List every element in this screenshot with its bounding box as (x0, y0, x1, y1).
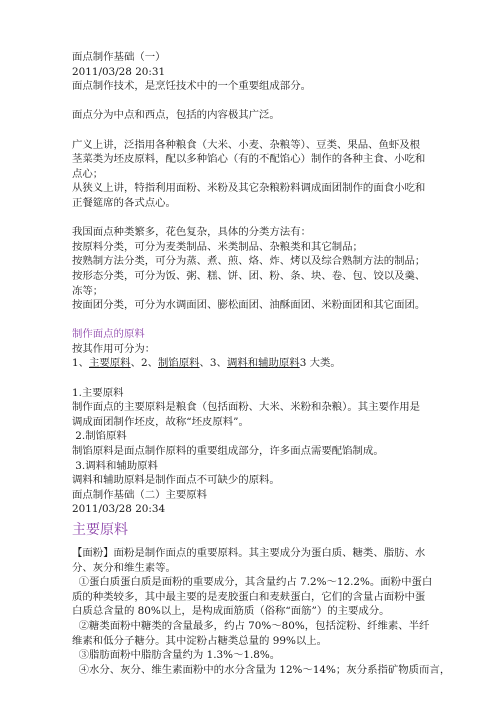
paragraph-categories-line: 按形态分类，可分为饭、粥、糕、饼、团、粉、条、块、卷、包、饺以及羹、 (72, 269, 426, 282)
filling-line: 制馅原料是面点制作原料的重要组成部分，许多面点需要配馅制成。 (72, 445, 384, 458)
flour-line: 【面粉】面粉是制作面点的重要原料。其主要成分为蛋白质、糖类、脂肪、水 (72, 547, 426, 559)
subheading-filling: 2.制馅原料 (72, 430, 127, 443)
category-list (72, 356, 432, 371)
intro-paragraph: 面点制作技术，是烹饪技术中的一个重要组成部分。 (72, 80, 311, 93)
seasoning-line: 调料和辅助原料是制作面点不可缺少的原料。 (72, 474, 280, 487)
flour-protein-line: 白质总含量的 80%以上，是构成面筋质（俗称“面筋”）的主要成分。 (72, 605, 390, 618)
flour-sugar-line: 维素和低分子糖分。其中淀粉占糖类总量的 99%以上。 (72, 634, 327, 647)
main-ingredients-line: 制作面点的主要原料是粮食（包括面粉、大米、米粉和杂粮）。其主要作用是 (72, 401, 421, 414)
paragraph-narrow-line: 从狭义上讲，特指利用面粉、米粉及其它杂粮粉料调成面团制作的面食小吃和 (72, 182, 426, 195)
paragraph-broad-line: 广义上讲，泛指用各种粮食（大米、小麦、杂粮等）、豆类、果品、鱼虾及根 (72, 138, 421, 151)
category-count: 3 大类。 (299, 357, 341, 370)
flour-sugar-line: ②糖类面粉中糖类的含量最多，约占 70%～80%，包括淀粉、纤维素、半纤 (72, 619, 430, 632)
main-ingredients-line: 调成面团制作坯皮，故称“坯皮原料”。 (72, 415, 249, 428)
article-title-2: 面点制作基础（二）主要原料 (72, 488, 208, 501)
subheading-seasoning: 3.调料和辅助原料 (72, 459, 158, 472)
link-filling-ingredients[interactable]: 制馅原料 (157, 357, 200, 370)
flour-protein-line: 质的种类较多，其中最主要的是麦胶蛋白和麦麸蛋白，它们的含量占面粉中蛋 (72, 590, 426, 603)
flour-water-line: ④水分、灰分、维生素面粉中的水分含量为 12%～14%；灰分系指矿物质而言， (72, 663, 451, 676)
main-ingredients-heading: 主要原料 (72, 522, 128, 538)
subheading-main-ingredients: 1.主要原料 (72, 386, 124, 399)
section-link-ingredients[interactable]: 制作面点的原料 (72, 328, 145, 341)
flour-fat-line: ③脂肪面粉中脂肪含量约为 1.3%～1.8%。 (72, 649, 281, 662)
paragraph-broad-line: 点心； (72, 167, 104, 180)
flour-protein-line: ①蛋白质蛋白质是面粉的重要成分，其含量约占 7.2%～12.2%。面粉中蛋白 (72, 576, 433, 589)
paragraph-broad-line: 茎菜类为坯皮原料，配以多种馅心（有的不配馅心）制作的各种主食、小吃和 (72, 153, 426, 166)
paragraph-categories-line: 冻等； (72, 284, 104, 297)
document-page (72, 50, 451, 677)
flour-line: 分、灰分和维生素等。 (72, 561, 176, 574)
paragraph-categories-line: 按原料分类，可分为麦类制品、米类制品、杂粮类和其它制品； (72, 240, 363, 253)
paragraph-classification: 面点分为中点和西点，包括的内容极其广泛。 (72, 109, 280, 122)
paragraph-narrow-line: 正餐筵席的各式点心。 (72, 196, 176, 209)
category-number-2: 、2、 (130, 357, 158, 370)
link-main-ingredients[interactable]: 主要原料 (89, 357, 131, 370)
link-seasoning-auxiliary[interactable]: 调料和辅助原料 (226, 357, 300, 370)
article-title-1: 面点制作基础（一） (72, 51, 166, 63)
paragraph-categories-line: 按熟制方法分类，可分为蒸、煮、煎、烙、炸、烤以及综合熟制方法的制品； (72, 255, 426, 268)
paragraph-categories-line: 我国面点种类繁多，花色复杂，具体的分类方法有： (72, 226, 311, 239)
paragraph-categories-line: 按面团分类，可分为水调面团、膨松面团、油酥面团、米粉面团和其它面团。 (72, 299, 426, 312)
category-number-3: 、3、 (199, 357, 227, 370)
article-date-2: 2011/03/28 20:34 (72, 503, 166, 516)
by-use-line: 按其作用可分为： (72, 342, 156, 355)
article-date-1: 2011/03/28 20:31 (72, 65, 166, 78)
category-number-1: 1、 (72, 357, 90, 370)
